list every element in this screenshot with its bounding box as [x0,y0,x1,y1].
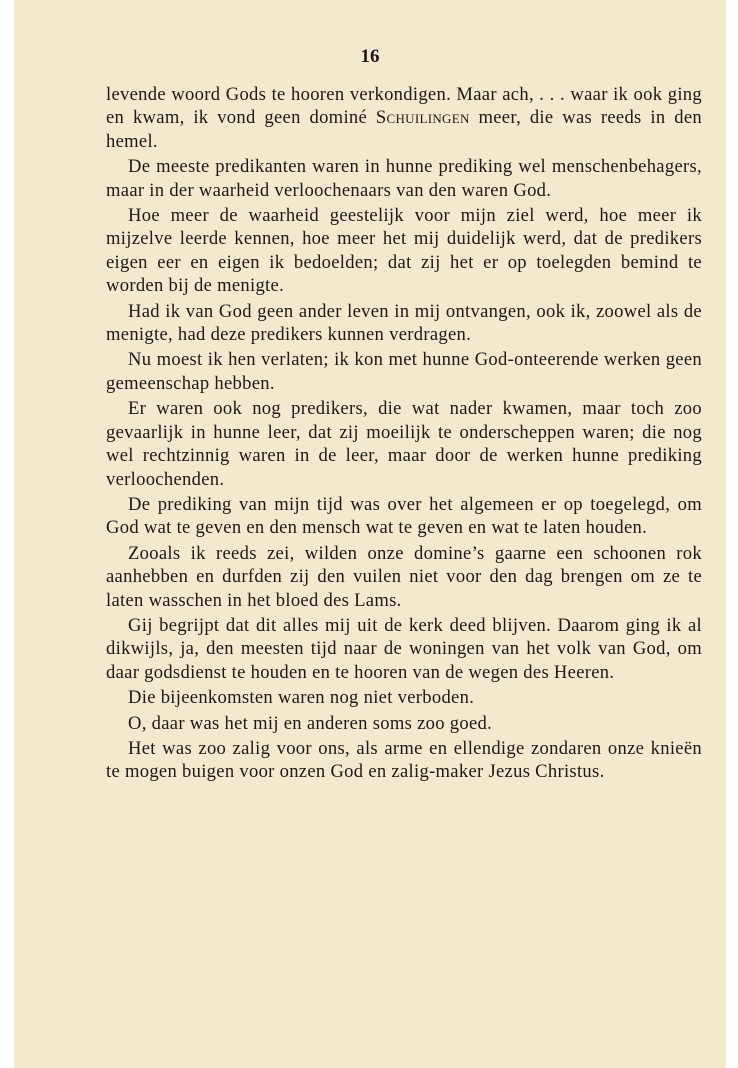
paragraph [106,614,702,684]
paragraph [106,686,702,709]
paragraph [106,712,702,735]
paragraph [106,83,702,153]
paragraph-text: Die bijeenkomsten waren nog niet verboden. [128,687,475,709]
paragraph [106,737,702,784]
name-smallcaps: Schuilingen [375,107,470,129]
paragraph-text: Zooals ik reeds zei, wilden onze domine’s gaarne een schoonen rok aanhebben en durfden zij den vuilen niet voor den dag brengen om ze te laten wasschen in het bloed des Lams. [106,542,702,611]
book-page [14,0,726,1068]
paragraph [106,300,702,347]
body-text [106,83,702,784]
paragraph [106,204,702,298]
paragraph [106,493,702,540]
paragraph [106,348,702,395]
page-number: 16 [360,46,380,67]
paragraph-text: Er waren ook nog predikers, die wat nader kwamen, maar toch zoo gevaarlijk in hunne leer, dat zij moeilijk te onderscheppen waren; die nog wel rechtzinnig waren in de leer, maar door de werken hunne prediking verloochenden. [106,398,702,490]
paragraph-text: Het was zoo zalig voor ons, als arme en ellendige zondaren onze knieën te mogen buigen voor onzen God en zalig-maker Jezus Christus. [106,737,702,783]
paragraph-text: Gij begrijpt dat dit alles mij uit de kerk deed blijven. Daarom ging ik al dikwijls, ja, den meesten tijd naar de woningen van het volk van God, om daar godsdienst te houden en te hooren van de wegen des Heeren. [106,614,702,683]
paragraph-text: Nu moest ik hen verlaten; ik kon met hunne God-onteerende werken geen gemeenschap hebben. [106,349,702,394]
paragraph-text: levende woord Gods te hooren verkondigen. Maar ach, . . . waar ik ook ging en kwam, ik vond geen dominé [106,84,702,129]
paragraph-text: Had ik van God geen ander leven in mij ontvangen, ook ik, zoowel als de menigte, had deze predikers kunnen verdragen. [106,300,702,346]
paragraph [106,542,702,612]
paragraph-text: Hoe meer de waarheid geestelijk voor mijn ziel werd, hoe meer ik mijzelve leerde kennen, hoe meer het mij duidelijk werd, dat de predikers eigen eer en eigen ik bedoelden; dat zij het er op toelegden bemind te worden bij de menigte. [106,205,702,297]
paragraph [106,155,702,202]
paragraph-text: De prediking van mijn tijd was over het algemeen er op toegelegd, om God wat te geven en den mensch wat te geven en wat te laten houden. [106,493,702,539]
paragraph [106,397,702,491]
paragraph-text: De meeste predikanten waren in hunne prediking wel menschenbehagers, maar in der waarheid verloochenaars van den waren God. [106,156,702,201]
paragraph-text: O, daar was het mij en anderen soms zoo goed. [128,712,493,734]
paragraph-text: meer, die was reeds in den hemel. [106,107,702,152]
